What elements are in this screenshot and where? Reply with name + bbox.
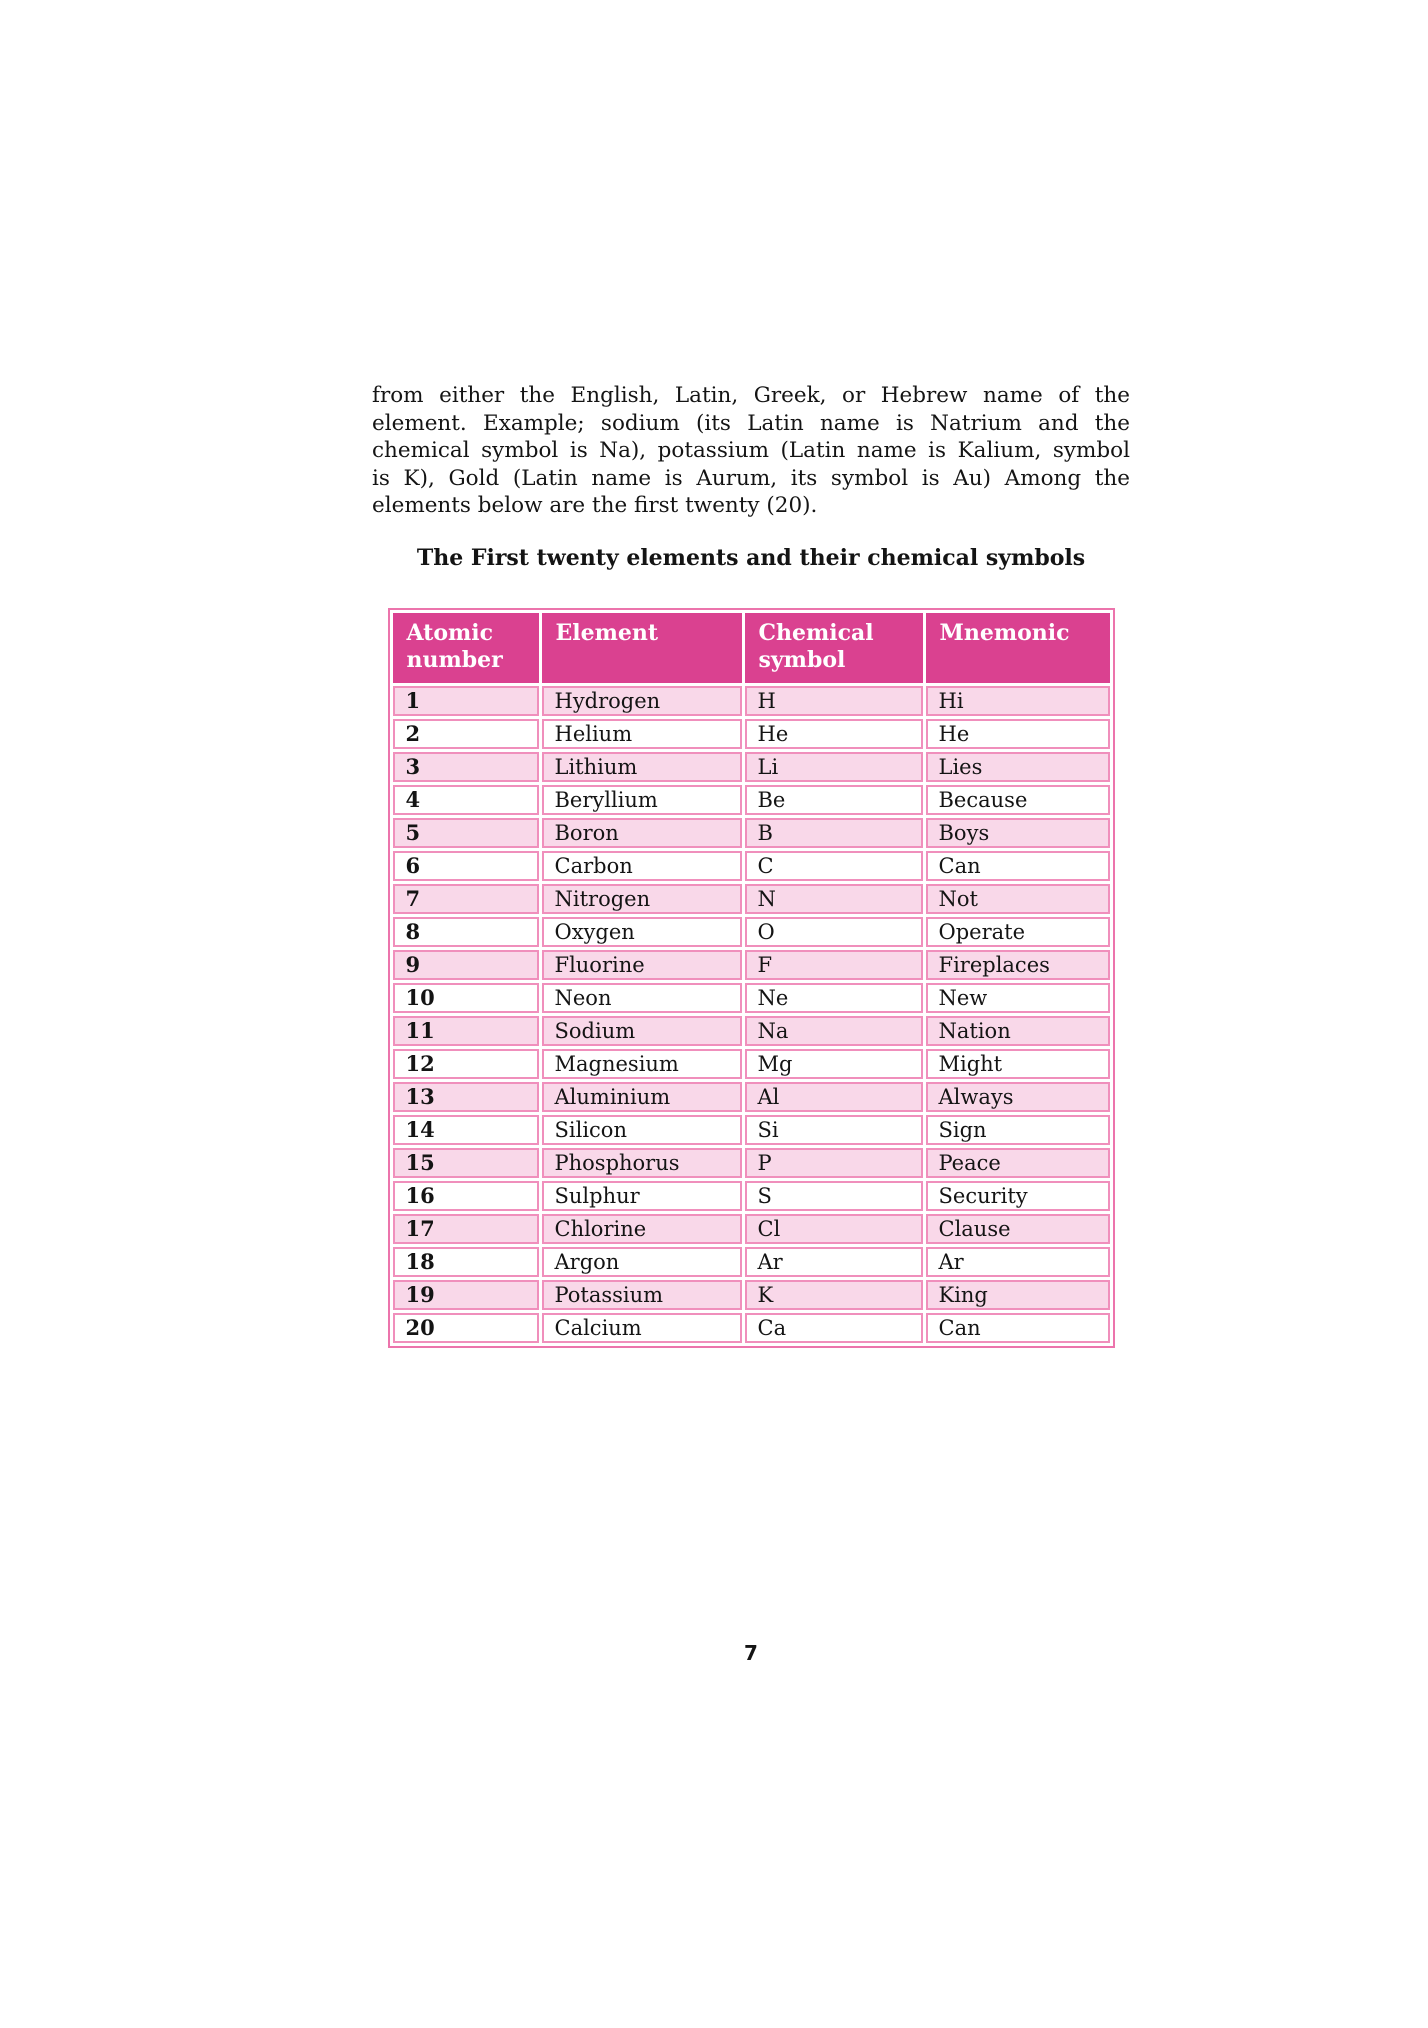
element-table-row — [393, 1214, 1110, 1244]
mnemonic-cell: Sign — [926, 1115, 1110, 1145]
header-mnemonic: Mnemonic — [926, 613, 1110, 683]
intro-paragraph — [372, 382, 1130, 520]
mnemonic-cell: Hi — [926, 686, 1110, 716]
chemical-symbol-cell: H — [745, 686, 923, 716]
element-name-cell: Oxygen — [542, 917, 742, 947]
element-name-cell: Silicon — [542, 1115, 742, 1145]
chemical-symbol-cell: He — [745, 719, 923, 749]
element-table-row — [393, 686, 1110, 716]
atomic-number-cell: 11 — [393, 1016, 539, 1046]
header-element: Element — [542, 613, 742, 683]
chemical-symbol-cell: Mg — [745, 1049, 923, 1079]
atomic-number-cell: 6 — [393, 851, 539, 881]
mnemonic-cell: Security — [926, 1181, 1110, 1211]
element-table-row — [393, 851, 1110, 881]
element-name-cell: Carbon — [542, 851, 742, 881]
mnemonic-cell: He — [926, 719, 1110, 749]
atomic-number-cell: 9 — [393, 950, 539, 980]
elements-table — [388, 608, 1115, 1348]
element-name-cell: Helium — [542, 719, 742, 749]
table-header-row — [393, 613, 1110, 683]
element-name-cell: Sulphur — [542, 1181, 742, 1211]
mnemonic-cell: Always — [926, 1082, 1110, 1112]
atomic-number-cell: 14 — [393, 1115, 539, 1145]
paragraph-line: element. Example; sodium (its Latin name is Natrium and the — [372, 410, 1130, 436]
content-area — [372, 382, 1130, 1348]
table-title: The First twenty elements and their chemical symbols — [416, 544, 1086, 571]
paragraph-line: is K), Gold (Latin name is Aurum, its symbol is Au) Among the — [372, 465, 1130, 491]
element-name-cell: Magnesium — [542, 1049, 742, 1079]
element-name-cell: Chlorine — [542, 1214, 742, 1244]
chemical-symbol-cell: Ar — [745, 1247, 923, 1277]
element-table-row — [393, 1247, 1110, 1277]
mnemonic-cell: New — [926, 983, 1110, 1013]
chemical-symbol-cell: C — [745, 851, 923, 881]
chemical-symbol-cell: Na — [745, 1016, 923, 1046]
atomic-number-cell: 13 — [393, 1082, 539, 1112]
chemical-symbol-cell: Al — [745, 1082, 923, 1112]
paragraph-line: elements below are the first twenty (20). — [372, 493, 818, 518]
element-table-row — [393, 1181, 1110, 1211]
chemical-symbol-cell: F — [745, 950, 923, 980]
element-table-row — [393, 983, 1110, 1013]
element-name-cell: Beryllium — [542, 785, 742, 815]
chemical-symbol-cell: Be — [745, 785, 923, 815]
chemical-symbol-cell: Ca — [745, 1313, 923, 1343]
mnemonic-cell: Can — [926, 1313, 1110, 1343]
element-name-cell: Phosphorus — [542, 1148, 742, 1178]
mnemonic-cell: Because — [926, 785, 1110, 815]
atomic-number-cell: 18 — [393, 1247, 539, 1277]
atomic-number-cell: 3 — [393, 752, 539, 782]
element-table-row — [393, 1313, 1110, 1343]
atomic-number-cell: 16 — [393, 1181, 539, 1211]
element-name-cell: Neon — [542, 983, 742, 1013]
element-table-row — [393, 1082, 1110, 1112]
element-name-cell: Aluminium — [542, 1082, 742, 1112]
element-table-row — [393, 1016, 1110, 1046]
element-name-cell: Fluorine — [542, 950, 742, 980]
atomic-number-cell: 15 — [393, 1148, 539, 1178]
element-table-row — [393, 1115, 1110, 1145]
mnemonic-cell: Can — [926, 851, 1110, 881]
element-table-row — [393, 884, 1110, 914]
element-name-cell: Argon — [542, 1247, 742, 1277]
mnemonic-cell: Clause — [926, 1214, 1110, 1244]
element-name-cell: Lithium — [542, 752, 742, 782]
atomic-number-cell: 17 — [393, 1214, 539, 1244]
page-number: 7 — [744, 1641, 758, 1665]
mnemonic-cell: Peace — [926, 1148, 1110, 1178]
element-table-row — [393, 1280, 1110, 1310]
element-name-cell: Calcium — [542, 1313, 742, 1343]
paragraph-line: from either the English, Latin, Greek, or Hebrew name of the — [372, 383, 1130, 408]
atomic-number-cell: 5 — [393, 818, 539, 848]
chemical-symbol-cell: Cl — [745, 1214, 923, 1244]
atomic-number-cell: 8 — [393, 917, 539, 947]
mnemonic-cell: King — [926, 1280, 1110, 1310]
atomic-number-cell: 2 — [393, 719, 539, 749]
chemical-symbol-cell: P — [745, 1148, 923, 1178]
atomic-number-cell: 10 — [393, 983, 539, 1013]
chemical-symbol-cell: K — [745, 1280, 923, 1310]
mnemonic-cell: Nation — [926, 1016, 1110, 1046]
atomic-number-cell: 12 — [393, 1049, 539, 1079]
mnemonic-cell: Might — [926, 1049, 1110, 1079]
element-table-row — [393, 752, 1110, 782]
element-table-row — [393, 917, 1110, 947]
paragraph-line: chemical symbol is Na), potassium (Latin name is Kalium, symbol — [372, 438, 1130, 463]
mnemonic-cell: Boys — [926, 818, 1110, 848]
mnemonic-cell: Ar — [926, 1247, 1110, 1277]
chemical-symbol-cell: O — [745, 917, 923, 947]
mnemonic-cell: Operate — [926, 917, 1110, 947]
atomic-number-cell: 19 — [393, 1280, 539, 1310]
atomic-number-cell: 20 — [393, 1313, 539, 1343]
element-name-cell: Boron — [542, 818, 742, 848]
element-name-cell: Potassium — [542, 1280, 742, 1310]
element-table-row — [393, 950, 1110, 980]
mnemonic-cell: Fireplaces — [926, 950, 1110, 980]
element-table-row — [393, 1148, 1110, 1178]
atomic-number-cell: 4 — [393, 785, 539, 815]
mnemonic-cell: Lies — [926, 752, 1110, 782]
element-table-row — [393, 1049, 1110, 1079]
chemical-symbol-cell: S — [745, 1181, 923, 1211]
element-name-cell: Sodium — [542, 1016, 742, 1046]
atomic-number-cell: 7 — [393, 884, 539, 914]
atomic-number-cell: 1 — [393, 686, 539, 716]
element-table-row — [393, 719, 1110, 749]
element-name-cell: Hydrogen — [542, 686, 742, 716]
header-atomic-number: Atomic number — [393, 613, 539, 683]
mnemonic-cell: Not — [926, 884, 1110, 914]
chemical-symbol-cell: Si — [745, 1115, 923, 1145]
chemical-symbol-cell: N — [745, 884, 923, 914]
element-table-row — [393, 785, 1110, 815]
chemical-symbol-cell: Ne — [745, 983, 923, 1013]
chemical-symbol-cell: Li — [745, 752, 923, 782]
element-table-row — [393, 818, 1110, 848]
element-name-cell: Nitrogen — [542, 884, 742, 914]
chemical-symbol-cell: B — [745, 818, 923, 848]
header-chemical-symbol: Chemical symbol — [745, 613, 923, 683]
